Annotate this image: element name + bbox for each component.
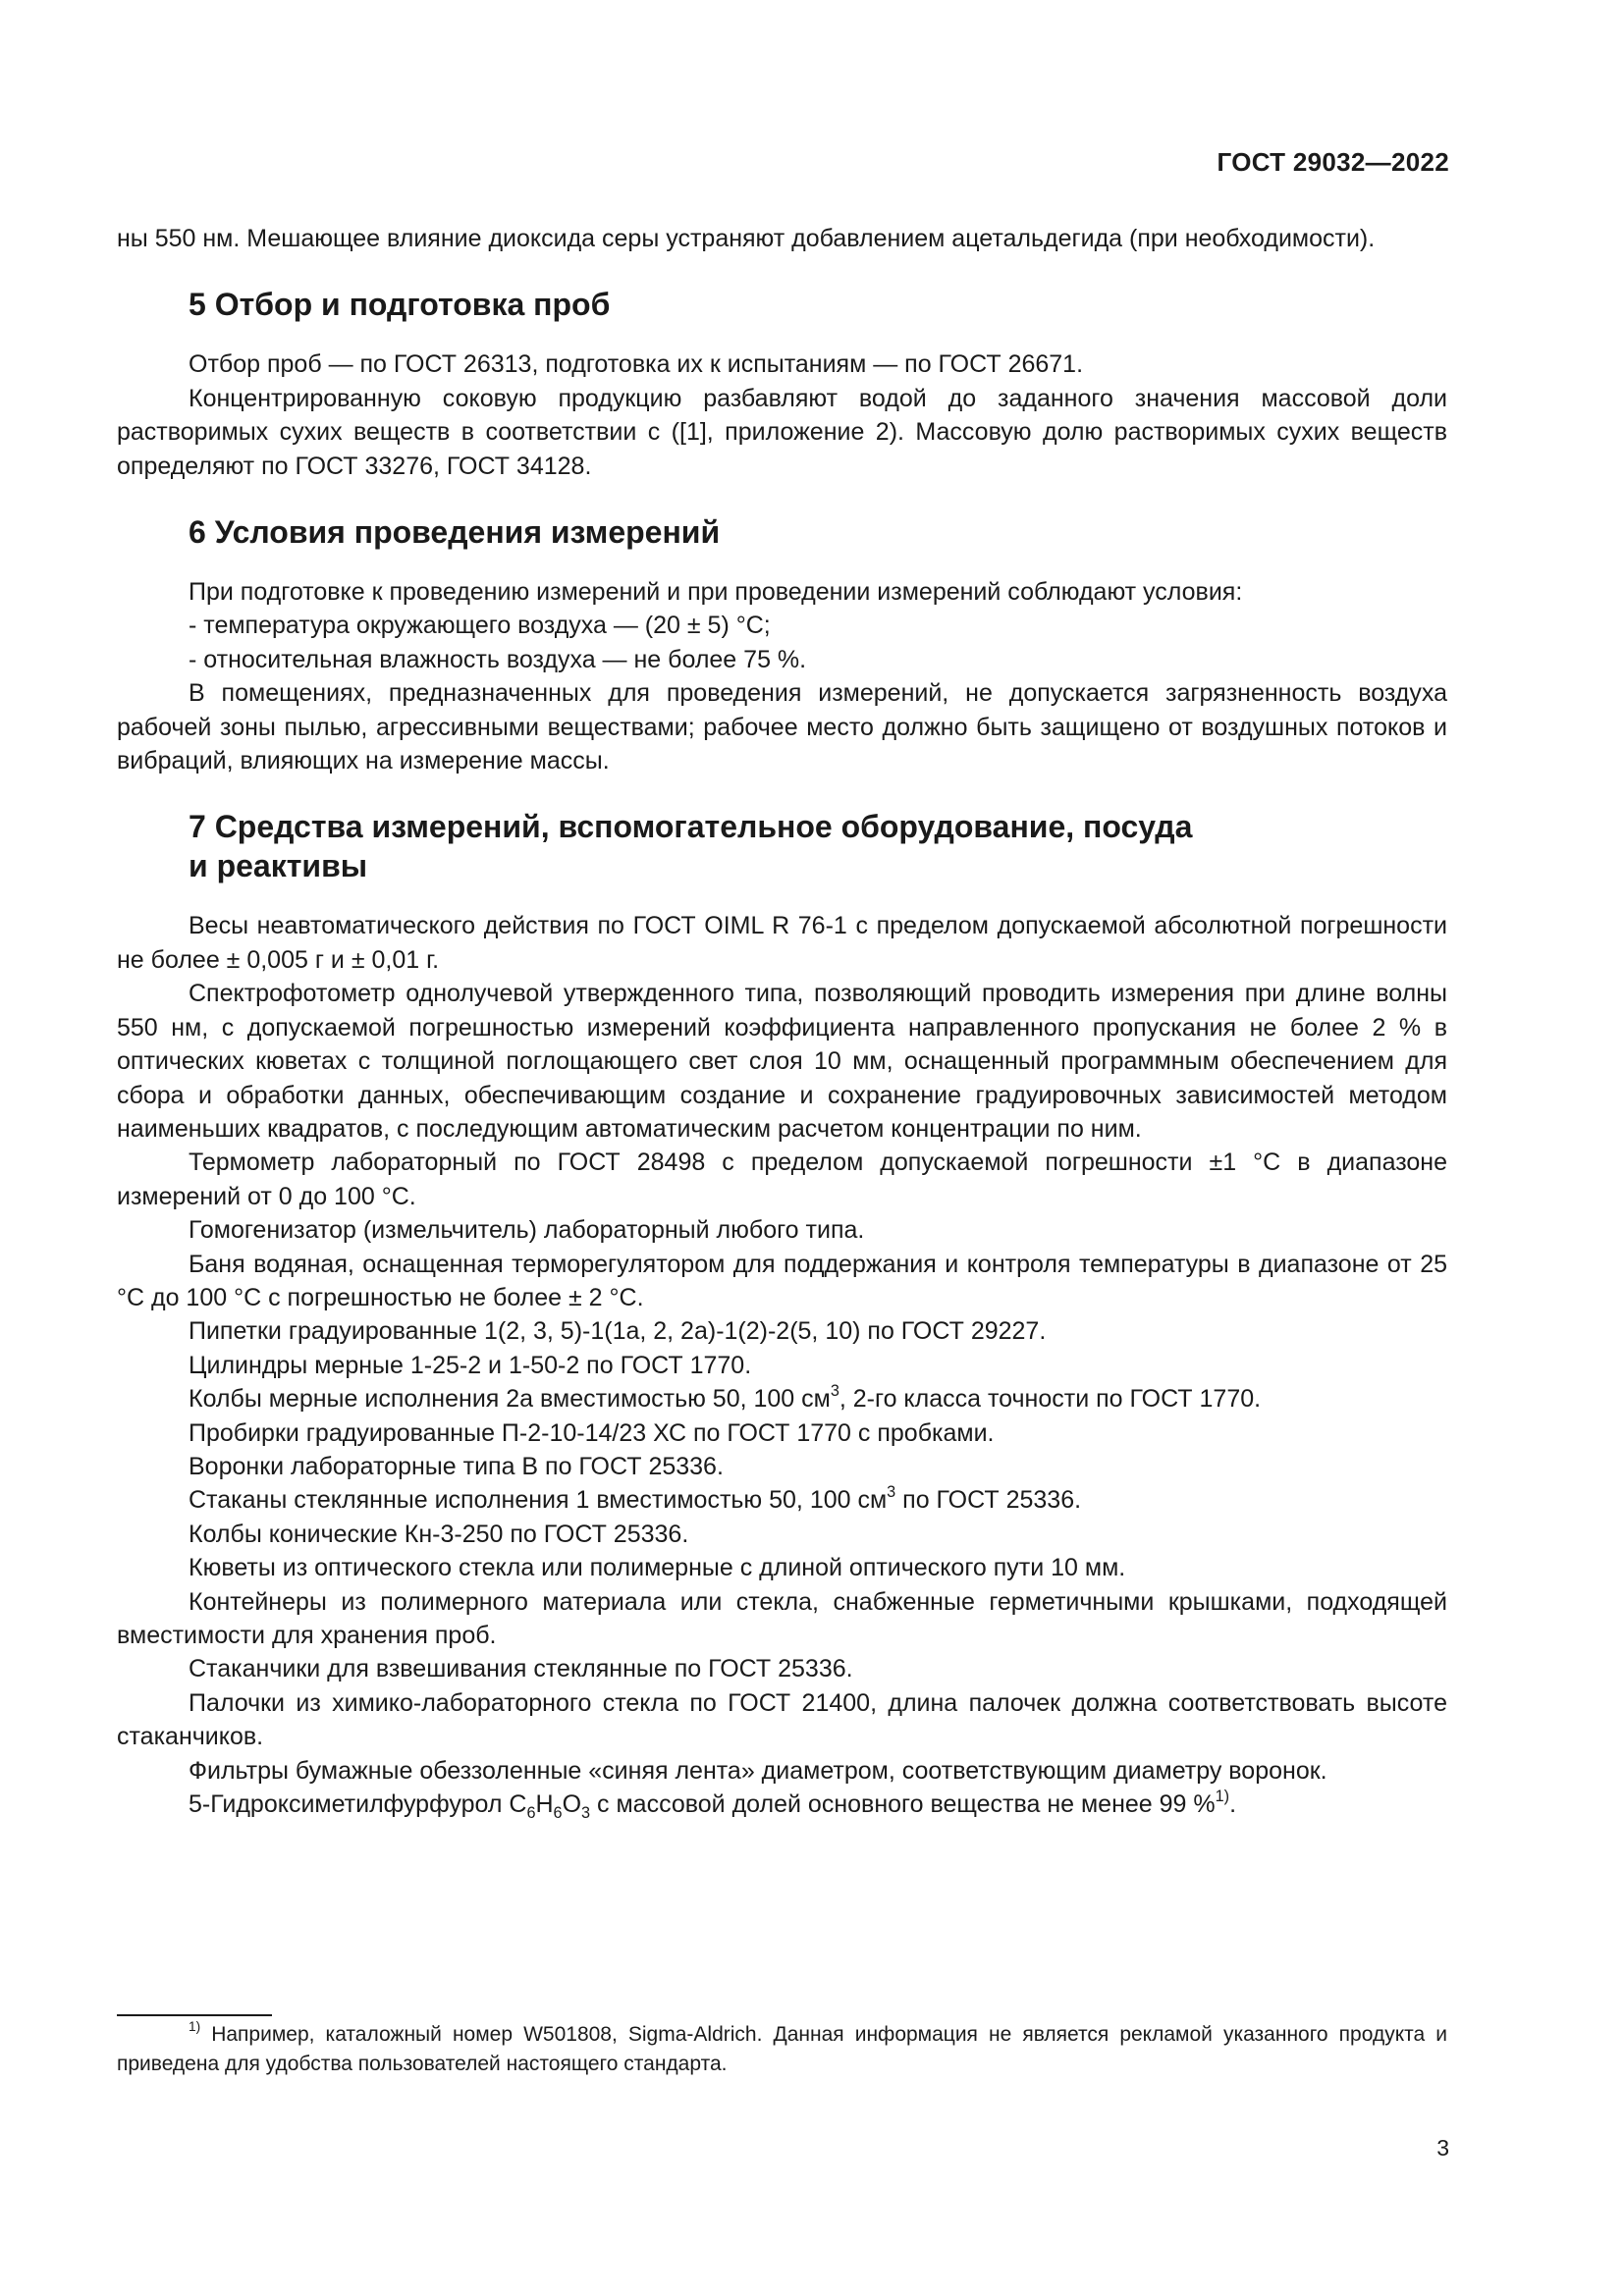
intro-continuation: ны 550 нм. Мешающее влияние диоксида серы устраняют добавлением ацетальдегида (при необходимости). xyxy=(117,225,1376,252)
text-run: Колбы мерные исполнения 2а вместимостью 50, 100 см xyxy=(189,1385,831,1414)
section-6-list-item: - температура окружающего воздуха — (20 ± 5) °С; xyxy=(189,612,771,640)
footnote-marker: 1) xyxy=(189,2019,201,2034)
text-run: . xyxy=(1229,1790,1237,1819)
text-run: по ГОСТ 25336. xyxy=(895,1486,1082,1515)
text-run: Стаканы стеклянные исполнения 1 вместимостью 50, 100 см xyxy=(189,1486,888,1515)
section-6-list-item: - относительная влажность воздуха — не более 75 %. xyxy=(189,645,807,673)
subscript: 3 xyxy=(581,1804,591,1823)
section-7-heading xyxy=(117,807,1447,885)
section-5-paragraph: Концентрированную соковую продукцию разбавляют водой до заданного значения массовой доли растворимых сухих веществ в соответствии с ([1], приложение 2). Массовую долю растворимых сухих веществ определяют по ГОСТ 33276, ГОСТ 34128. xyxy=(117,384,1447,480)
section-7-paragraph: Кюветы из оптического стекла или полимерные с длиной оптического пути 10 мм. xyxy=(189,1554,1126,1582)
section-7-paragraph: Пипетки градуированные 1(2, 3, 5)-1(1а, 2, 2а)-1(2)-2(5, 10) по ГОСТ 29227. xyxy=(189,1317,1047,1346)
section-5-heading: 5 Отбор и подготовка проб xyxy=(189,287,611,323)
section-7-heading-line2: и реактивы xyxy=(189,848,368,884)
section-7-paragraph xyxy=(117,1788,1447,1821)
page-number: 3 xyxy=(1436,2135,1449,2161)
section-6-paragraph: При подготовке к проведению измерений и при проведении измерений соблюдают условия: xyxy=(189,578,1243,607)
text-run: О xyxy=(562,1790,582,1819)
section-7-heading-line1: 7 Средства измерений, вспомогательное оборудование, посуда xyxy=(189,809,1193,845)
text-run: 5-Гидроксиметилфурфурол С xyxy=(189,1790,527,1819)
section-7-paragraph: Пробирки градуированные П-2-10-14/23 ХС по ГОСТ 1770 с пробками. xyxy=(189,1418,995,1447)
text-run: Н xyxy=(535,1790,554,1819)
section-5-paragraph: Отбор проб — по ГОСТ 26313, подготовка их к испытаниям — по ГОСТ 26671. xyxy=(189,350,1084,379)
section-7-paragraph: Баня водяная, оснащенная терморегулятором для поддержания и контроля температуры в диапазоне от 25 °С до 100 °С с погрешностью не более ± 2 °С. xyxy=(117,1250,1447,1311)
section-7-paragraph: Гомогенизатор (измельчитель) лабораторный любого типа. xyxy=(189,1216,865,1245)
subscript: 6 xyxy=(553,1804,563,1823)
section-7-paragraph: Спектрофотометр однолучевой утвержденного типа, позволяющий проводить измерения при длине волны 550 нм, с допускаемой погрешностью измерений коэффициента направленного пропускания не более 2 % в оптических кюветах с толщиной поглощающего свет слоя 10 мм, оснащенный программным обеспечением для сбора и обработки данных, обеспечивающим создание и сохранение градуировочных зависимостей методом наименьших квадратов, с последующим автоматическим расчетом концентрации по ним. xyxy=(117,980,1447,1143)
section-7-paragraph: Воронки лабораторные типа В по ГОСТ 25336. xyxy=(189,1452,724,1480)
footnote xyxy=(117,2020,1447,2079)
section-7-paragraph xyxy=(117,1483,1447,1517)
section-7-paragraph: Весы неавтоматического действия по ГОСТ OIML R 76-1 с пределом допускаемой абсолютной погрешности не более ± 0,005 г и ± 0,01 г. xyxy=(117,912,1447,974)
document-id-header: ГОСТ 29032—2022 xyxy=(1217,147,1449,177)
text-run: с массовой долей основного вещества не менее 99 % xyxy=(590,1790,1216,1819)
section-6-paragraph: В помещениях, предназначенных для проведения измерений, не допускается загрязненность воздуха рабочей зоны пылью, агрессивными веществами; рабочее место должно быть защищено от воздушных потоков и вибраций, влияющих на измерение массы. xyxy=(117,679,1447,775)
footnote-reference: 1) xyxy=(1215,1787,1230,1805)
section-7-paragraph: Колбы конические Кн-3-250 по ГОСТ 25336. xyxy=(189,1520,689,1548)
superscript: 3 xyxy=(887,1483,896,1502)
footnote-text xyxy=(117,2020,1447,2079)
section-7-paragraph: Термометр лабораторный по ГОСТ 28498 с пределом допускаемой погрешности ±1 °С в диапазоне измерений от 0 до 100 °С. xyxy=(117,1148,1447,1210)
section-7-paragraph xyxy=(117,1382,1447,1415)
footnote-separator xyxy=(117,2014,272,2016)
subscript: 6 xyxy=(526,1804,536,1823)
text-run: , 2-го класса точности по ГОСТ 1770. xyxy=(839,1385,1262,1414)
section-7-paragraph: Контейнеры из полимерного материала или стекла, снабженные герметичными крышками, подходящей вместимости для хранения проб. xyxy=(117,1587,1447,1649)
section-7-paragraph: Палочки из химико-лабораторного стекла по ГОСТ 21400, длина палочек должна соответствовать высоте стаканчиков. xyxy=(117,1688,1447,1751)
footnote-body: Например, каталожный номер W501808, Sigma-Aldrich. Данная информация не является рекламой указанного продукта и приведена для удобства пользователей настоящего стандарта. xyxy=(117,2023,1447,2075)
section-7-paragraph: Цилиндры мерные 1-25-2 и 1-50-2 по ГОСТ 1770. xyxy=(189,1351,752,1379)
section-7-paragraph: Фильтры бумажные обеззоленные «синяя лента» диаметром, соответствующим диаметру воронок. xyxy=(189,1756,1327,1785)
section-6-heading: 6 Условия проведения измерений xyxy=(189,514,721,551)
superscript: 3 xyxy=(830,1381,839,1400)
section-7-paragraph: Стаканчики для взвешивания стеклянные по ГОСТ 25336. xyxy=(189,1655,853,1683)
document-body xyxy=(117,222,1447,1821)
